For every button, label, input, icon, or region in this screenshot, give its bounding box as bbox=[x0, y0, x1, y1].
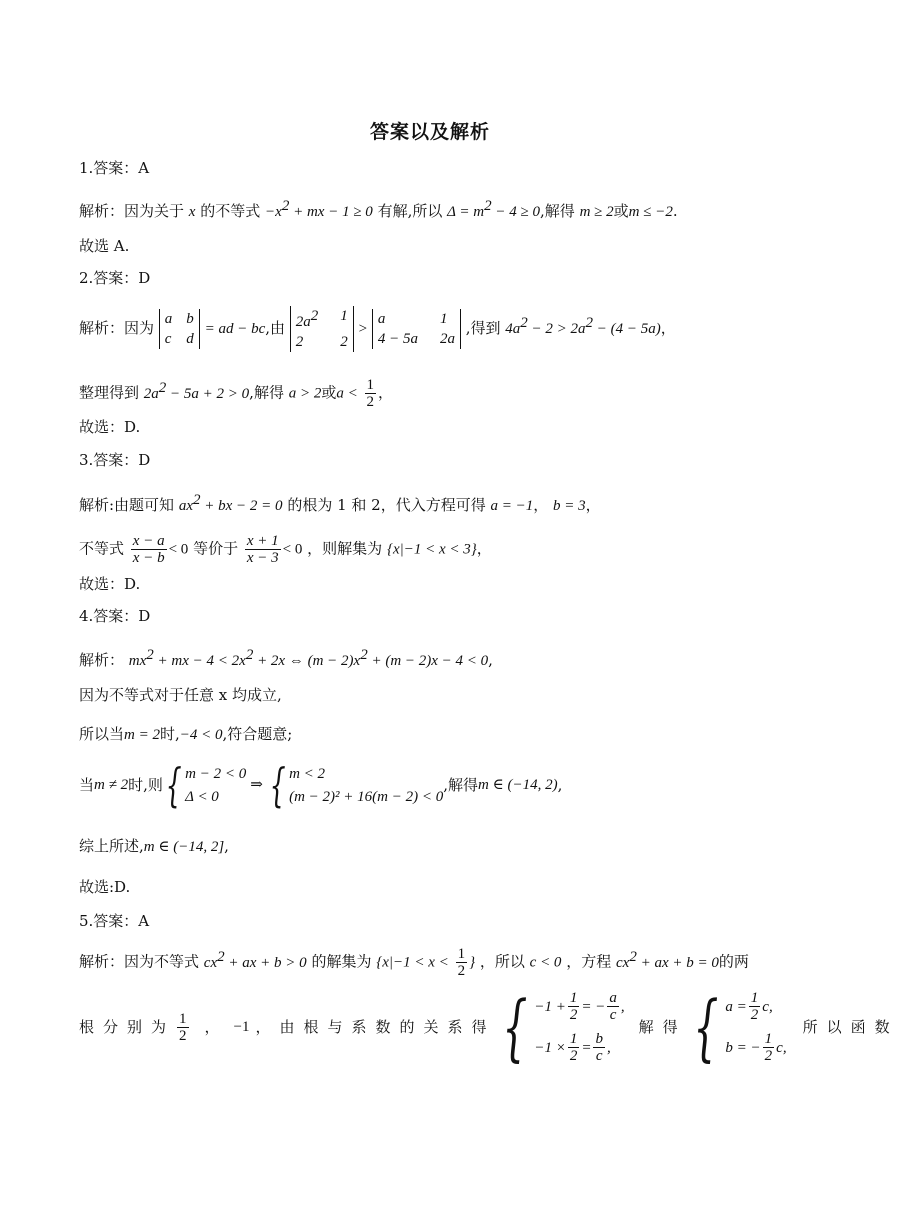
fraction-one-half: $\frac{1}{2}$ bbox=[457, 946, 466, 979]
q3-solution: 解析:由题可知 $ax^2$ + bx − 2 = 0 的根为 1 和 2，代入方程可得 a = −1， b = 3， bbox=[79, 492, 601, 514]
q3-solution-2: 不等式 $\frac{x - a}{x - b}$ < 0 等价于 $\frac{x + 1}{x - 3}$ < 0 ，则解集为 {x|−1 < x < 3}， bbox=[79, 533, 492, 566]
q3-choice: 故选：D. bbox=[79, 575, 141, 593]
solution-system: { a = $\frac{1}{2}$ c, b = − $\frac{1}{2}$ c, bbox=[692, 985, 787, 1069]
q2-answer: 2.答案：D bbox=[79, 269, 151, 287]
fraction-x-minus-a-over-x-minus-b: $\frac{x - a}{x - b}$ bbox=[132, 533, 165, 566]
q4-line-4: 当 m ≠ 2 时,则 { m − 2 < 0 Δ < 0 ⇒ { m < 2 (m − 2)² + 16(m − 2) < 0 ,解得 m ∈ (−14, 2) , bbox=[79, 758, 563, 812]
page-title: 答案以及解析 bbox=[369, 121, 490, 143]
q4-choice: 故选:D. bbox=[79, 878, 131, 896]
q1-choice: 故选 A. bbox=[79, 237, 130, 255]
q2-inequality: $4a^2 - 2 > 2a^2 - (4 - 5a)$ bbox=[505, 315, 661, 337]
q4-solution: 解析： $mx^2$ + mx − $4 < 2x^2 + 2x$ ⇔ $(m - 2)x^2 + (m - 2)x - 4 < 0$, bbox=[79, 647, 493, 669]
determinant-definition: a b c d bbox=[159, 309, 200, 349]
q5-solution-2: 根分别为 $\frac{1}{2}$ ， −1 ，由根与系数的关系得 { −1 + $\frac{1}{2}$ = − $\frac{a}{c}$ , −1 × $\frac{1}{2}$ = $\frac{b}{c}$ , 解得 { a = $\frac{1}{2}$ c, b = − $\frac{1}{2}$ c, 所以函数 bbox=[79, 985, 899, 1069]
q4-line-2: 因为不等式对于任意 x 均成立, bbox=[79, 686, 282, 704]
vieta-system: { −1 + $\frac{1}{2}$ = − $\frac{a}{c}$ , −1 × $\frac{1}{2}$ = $\frac{b}{c}$ , bbox=[501, 985, 625, 1069]
q4-answer: 4.答案：D bbox=[79, 607, 151, 625]
q1-answer: 1.答案：A bbox=[79, 159, 150, 177]
q5-answer: 5.答案：A bbox=[79, 912, 150, 930]
q2-simplify: 整理得到 $2a^2 - 5a + 2 > 0$,解得 a > 2或a < $\frac{1}{2}$ ， bbox=[79, 377, 394, 410]
q1-discriminant: $\Delta = m^2 - 4 \ge 0$ bbox=[447, 198, 540, 220]
q2-solution: 解析：因为 a b c d = ad − bc,由 $2a^2$ 1 2 2 > a 1 4 − 5a 2a ,得到 $4a^2 - 2 > 2a^2 - (4 - 5a)$， bbox=[79, 308, 676, 350]
q2-choice: 故选：D. bbox=[79, 418, 141, 436]
q3-answer: 3.答案：D bbox=[79, 451, 151, 469]
q4-line-3: 所以当m = 2时,−4 < 0,符合题意; bbox=[79, 725, 293, 743]
determinant-right: a 1 4 − 5a 2a bbox=[372, 309, 461, 349]
q5-solution: 解析：因为不等式 $cx^2$ + ax + b > 0 的解集为 {x|−1 < x < $\frac{1}{2}$ } ，所以 c < 0 ，方程 $cx^2$ + ax + b = 0的两 bbox=[79, 946, 749, 979]
system-condition: { m − 2 < 0 Δ < 0 bbox=[165, 758, 247, 812]
q4-line-5: 综上所述,m ∈ (−14, 2], bbox=[79, 837, 229, 855]
system-expanded: { m < 2 (m − 2)² + 16(m − 2) < 0 bbox=[269, 758, 444, 812]
q1-inequality: $-x^2$ + mx − 1 ≥ 0 bbox=[265, 198, 373, 220]
fraction-one-half: $\frac{1}{2}$ bbox=[179, 1010, 187, 1044]
determinant-left: $2a^2$ 1 2 2 bbox=[290, 306, 354, 352]
q1-solution: 解析：因为关于 x 的不等式 $-x^2$ + mx − 1 ≥ 0 有解,所以 $\Delta = m^2 - 4 \ge 0$,解得 m ≥ 2或m ≤ −2. bbox=[79, 198, 678, 220]
fraction-one-half: $\frac{1}{2}$ bbox=[366, 377, 375, 410]
fraction-x-plus-1-over-x-minus-3: $\frac{x + 1}{x - 3}$ bbox=[246, 533, 279, 566]
